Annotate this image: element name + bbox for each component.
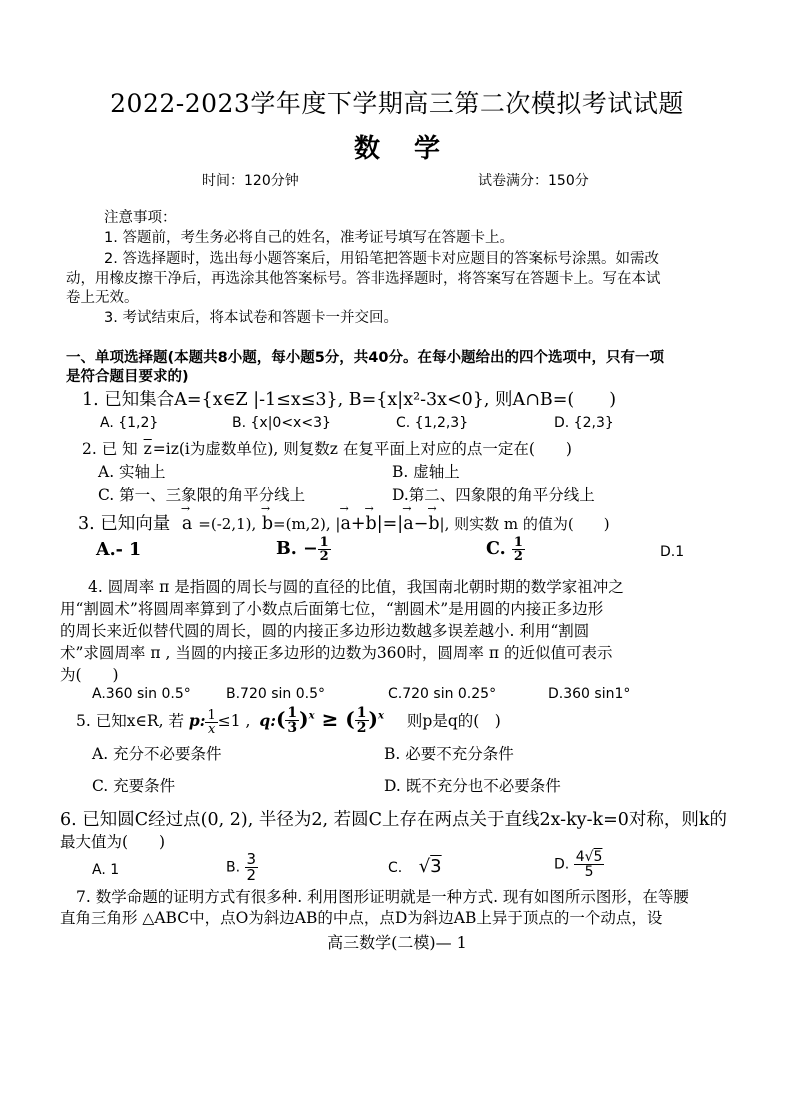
q5-p-post: ≤1 ,: [217, 712, 251, 730]
q1-option-a: A. {1,2}: [100, 415, 159, 431]
q2-option-b: B. 虚轴上: [392, 463, 460, 481]
q5-option-d: D. 既不充分也不必要条件: [384, 777, 561, 795]
q3-option-a: A.- 1: [96, 540, 142, 560]
q2-stem-pre: 2. 已 知: [82, 440, 138, 458]
q4-line-5: 为( ): [60, 666, 119, 684]
q3-minus: −: [413, 514, 429, 534]
q3-equals: |=|: [376, 514, 404, 534]
notes-heading: 注意事项：: [104, 210, 177, 226]
vector-a-symbol: → a: [182, 514, 192, 534]
q3-option-c-value: $\frac{1}{2}$: [513, 535, 523, 564]
q7-line-2: 直角三角形 △ABC中，点O为斜边AB的中点，点D为斜边AB上异于顶点的一个动点，设: [60, 909, 663, 927]
q2-option-d: D.第二、四象限的角平分线上: [392, 486, 595, 504]
q1-option-b: B. {x|0<x<3}: [232, 415, 331, 431]
notes-item-3: 3. 考试结束后，将本试卷和答题卡一并交回。: [104, 310, 398, 326]
q5-option-a: A. 充分不必要条件: [92, 745, 222, 763]
exam-time: 时间：120分钟: [202, 173, 299, 189]
q3-vector-b-value: =(m,2), |: [273, 515, 341, 533]
q3-option-c-label: C.: [486, 539, 506, 559]
vector-b-symbol: → b: [428, 514, 439, 534]
q2-z-conjugate: $\overline{z}$: [143, 440, 152, 458]
section-1-heading-line-1: 一、单项选择题(本题共8小题，每小题5分，共40分。在每小题给出的四个选项中，只有一项: [66, 350, 664, 366]
notes-item-2-line-2: 动，用橡皮擦干净后，再选涂其他答案标号。答非选择题时，将答案写在答题卡上。写在本试: [66, 271, 661, 287]
notes-item-2-line-1: 2. 答选择题时，选出每小题答案后，用铅笔把答题卡对应题目的答案标号涂黑。如需改: [104, 251, 659, 267]
q5-p-fraction: $\frac{1}{x}$: [207, 707, 216, 737]
q6-option-d: [554, 850, 604, 879]
vector-a-symbol: → a: [403, 514, 413, 534]
section-1-heading-line-2: 是符合题目要求的): [66, 369, 189, 385]
q6-option-b: [226, 852, 258, 883]
q3-option-b-value: − $\frac{1}{2}$: [302, 535, 329, 564]
q6-option-d-label: D.: [554, 856, 570, 873]
q5-stem-pre: 5. 已知x∈R, 若: [76, 712, 184, 730]
q4-line-1: 4. 圆周率 π 是指圆的周长与圆的直径的比值，我国南北朝时期的数学家祖冲之: [88, 578, 624, 596]
q2-option-c: C. 第一、三象限的角平分线上: [98, 486, 306, 504]
q3-vector-a-value: =(-2,1),: [198, 515, 257, 533]
q5-stem-post: 则p是q的( ): [406, 712, 501, 730]
vector-b-symbol: → b: [262, 514, 273, 534]
q1-stem: 1. 已知集合A={x∈Z |-1≤x≤3}, B={x|x²-3x<0}, 则A∩B=( ): [82, 390, 617, 410]
q6-line-2: 最大值为( ): [60, 833, 166, 851]
q5-stem: [76, 706, 501, 736]
q6-line-1: 6. 已知圆C经过点(0, 2), 半径为2, 若圆C上存在两点关于直线2x-ky-k=0对称，则k的: [60, 810, 727, 830]
notes-item-1: 1. 答题前，考生务必将自己的姓名，准考证号填写在答题卡上。: [104, 230, 514, 246]
q5-q-label: q:: [259, 711, 276, 730]
q5-p-label: p:: [188, 711, 206, 730]
q3-stem-post: |, 则实数 m 的值为( ): [439, 515, 610, 533]
q4-option-c: C.720 sin 0.25°: [388, 686, 497, 702]
q4-line-4: 术”求圆周率 π , 当圆的内接正多边形的边数为360时，圆周率 π 的近似值可表示: [60, 644, 613, 662]
q4-option-b: B.720 sin 0.5°: [226, 686, 325, 702]
q6-option-c: [388, 856, 442, 877]
page-footer: 高三数学(二模)— 1: [327, 933, 467, 952]
exam-title: 2022-2023学年度下学期高三第二次模拟考试试题: [110, 89, 684, 118]
q3-stem-pre: 3. 已知向量: [78, 514, 171, 534]
vector-b-symbol: → b: [366, 514, 377, 534]
q3-option-c: [486, 536, 525, 563]
q6-option-b-label: B.: [226, 859, 241, 876]
q3-plus: +: [350, 514, 366, 534]
q2-stem-post: =iz(i为虚数单位), 则复数z 在复平面上对应的点一定在( ): [152, 440, 572, 458]
q3-stem: [78, 510, 610, 535]
q3-option-b: [276, 536, 331, 563]
q2-stem: [82, 437, 572, 459]
q4-option-a: A.360 sin 0.5°: [92, 686, 191, 702]
q2-option-a: A. 实轴上: [98, 463, 166, 481]
vector-a-symbol: → a: [340, 514, 350, 534]
notes-item-2-line-3: 卷上无效。: [66, 290, 139, 306]
q5-option-c: C. 充要条件: [92, 777, 176, 795]
q6-option-a: A. 1: [92, 862, 120, 878]
exam-score: 试卷满分：150分: [478, 173, 589, 189]
q4-line-3: 的周长来近似替代圆的周长，圆的内接正多边形边数越多误差越小. 利用“割圆: [60, 622, 590, 640]
q3-option-d: D.1: [660, 544, 685, 560]
q1-option-d: D. {2,3}: [554, 415, 614, 431]
q5-q-expression: ( $\frac{1}{3}$ )$^x$ ≥ ( $\frac{1}{2}$ )$^x$: [275, 705, 384, 736]
q6-option-d-value: $\frac{4√5}{5}$: [575, 849, 603, 880]
q6-option-b-value: $\frac{3}{2}$: [246, 850, 257, 884]
q6-option-c-value: √3: [418, 856, 442, 877]
q6-option-c-label: C.: [388, 860, 403, 876]
q1-option-c: C. {1,2,3}: [396, 415, 469, 431]
q7-line-1: 7. 数学命题的证明方式有很多种. 利用图形证明就是一种方式. 现有如图所示图形，在等腰: [76, 888, 689, 906]
q4-line-2: 用“割圆术”将圆周率算到了小数点后面第七位，“割圆术”是用圆的内接正多边形: [60, 600, 604, 618]
q3-option-b-label: B.: [276, 539, 297, 559]
q4-option-d: D.360 sin1°: [548, 686, 631, 702]
exam-subject: 数学: [353, 134, 474, 164]
q5-option-b: B. 必要不充分条件: [384, 745, 514, 763]
